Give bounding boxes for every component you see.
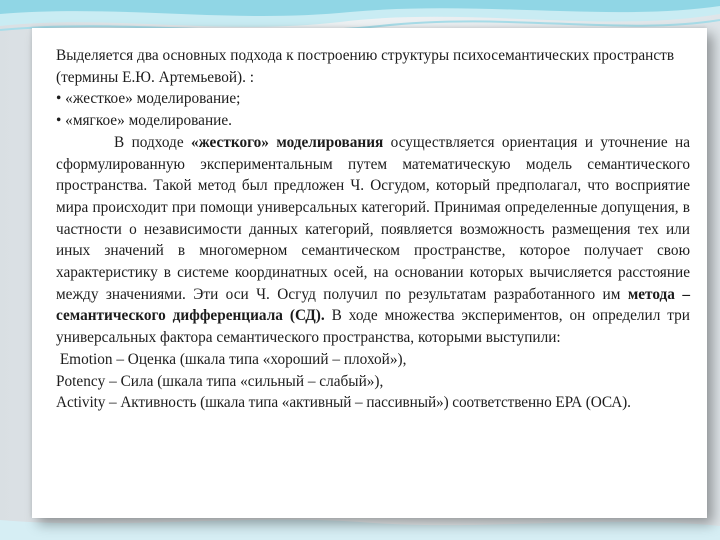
intro-line: Выделяется два основных подхода к построению структуры психосемантических пространств (термины Е.Ю. Артемьевой). : [56,47,675,86]
paragraph-text-2: В ходе множества экспериментов, он определил три универсальных фактора семантического пространства, которыми выступили: [56,307,690,347]
factor-activity: Activity – Активность (шкала типа «активный – пассивный») соответственно ЕРА (ОСА). [56,394,631,412]
bullet-item-soft: • «мягкое» моделирование. [56,112,232,130]
factor-emotion: Emotion – Оценка (шкала типа «хороший – плохой»), [56,350,407,368]
main-paragraph [56,132,690,349]
paragraph-lead: В подходе [114,133,192,151]
bold-term-hard-modeling: «жесткого» моделирования [191,133,384,151]
factor-potency: Potency – Сила (шкала типа «сильный – слабый»), [56,372,384,390]
paragraph-text-1: осуществляется ориентация и уточнение на сформулированную экспериментальным путем математическую модель семантического пространства. Такой метод был предложен Ч. Осгудом, который предполагал, что восприятие мира происходит при помощи универсальных категорий. Принимая определенные допущения, в частности о независимости данных категорий, появляется возможность размещения тех или иных значений в многомерном семантическом пространстве, которое получает свою характеристику в системе координатных осей, на основании которых вычисляется расстояние между значениями. Эти оси Ч. Осгуд получил по результатам разработанного им [56,133,690,303]
slide-text [56,45,690,414]
wave-bottom-band [0,520,720,540]
content-card [32,28,707,518]
bold-term-semantic-differential: метода – семантического дифференциала (СД). [56,285,690,325]
bullet-item-hard: • «жесткое» моделирование; [56,90,241,108]
